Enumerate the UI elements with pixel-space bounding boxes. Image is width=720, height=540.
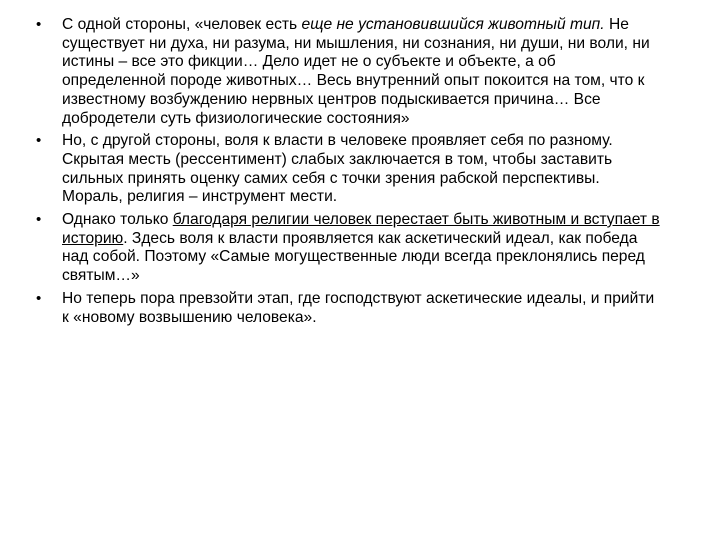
bullet-item	[36, 211, 660, 286]
bullet-dot: •	[36, 289, 42, 307]
bullet-item	[36, 16, 660, 128]
text-run: С одной стороны, «человек есть	[62, 16, 302, 33]
bullet-text	[62, 132, 613, 205]
bullet-text	[62, 16, 650, 127]
text-run: Не существует ни духа, ни разума, ни мышления, ни сознания, ни души, ни воли, ни истины – все это фикции… Дело идет не о субъекте и объекте, а об определенной породе животных… Весь внутренний опыт покоится на том, что к известному возбуждению нервных центров подыскивается причина… Все добродетели суть физиологические состояния»	[62, 16, 650, 127]
bullet-list	[36, 16, 660, 327]
bullet-item	[36, 132, 660, 207]
bullet-text	[62, 211, 660, 284]
bullet-dot: •	[36, 211, 42, 229]
bullet-text	[62, 290, 654, 326]
bullet-item	[36, 290, 660, 327]
bullet-dot: •	[36, 16, 42, 33]
text-run: Но теперь пора превзойти этап, где господствуют аскетические идеалы, и прийти к «новому возвышению человека».	[62, 289, 655, 326]
text-run: . Здесь воля к власти проявляется как аскетический идеал, как победа над собой. Поэтому «Самые могущественные люди всегда преклонялись перед святым…»	[62, 229, 645, 285]
text-run: Но, с другой стороны, воля к власти в человеке проявляет себя по разному. Скрытая месть (рессентимент) слабых заключается в том, чтобы заставить сильных принять оценку самих себя с точки зрения рабской перспективы. Мораль, религия – инструмент мести.	[62, 132, 613, 206]
text-run-italic: еще не установившийся животный тип.	[301, 16, 605, 33]
bullet-dot: •	[36, 132, 42, 150]
text-run-underlined: благодаря религии человек перестает быть животным и вступает в историю	[62, 211, 660, 247]
text-run: Однако только	[62, 211, 173, 229]
